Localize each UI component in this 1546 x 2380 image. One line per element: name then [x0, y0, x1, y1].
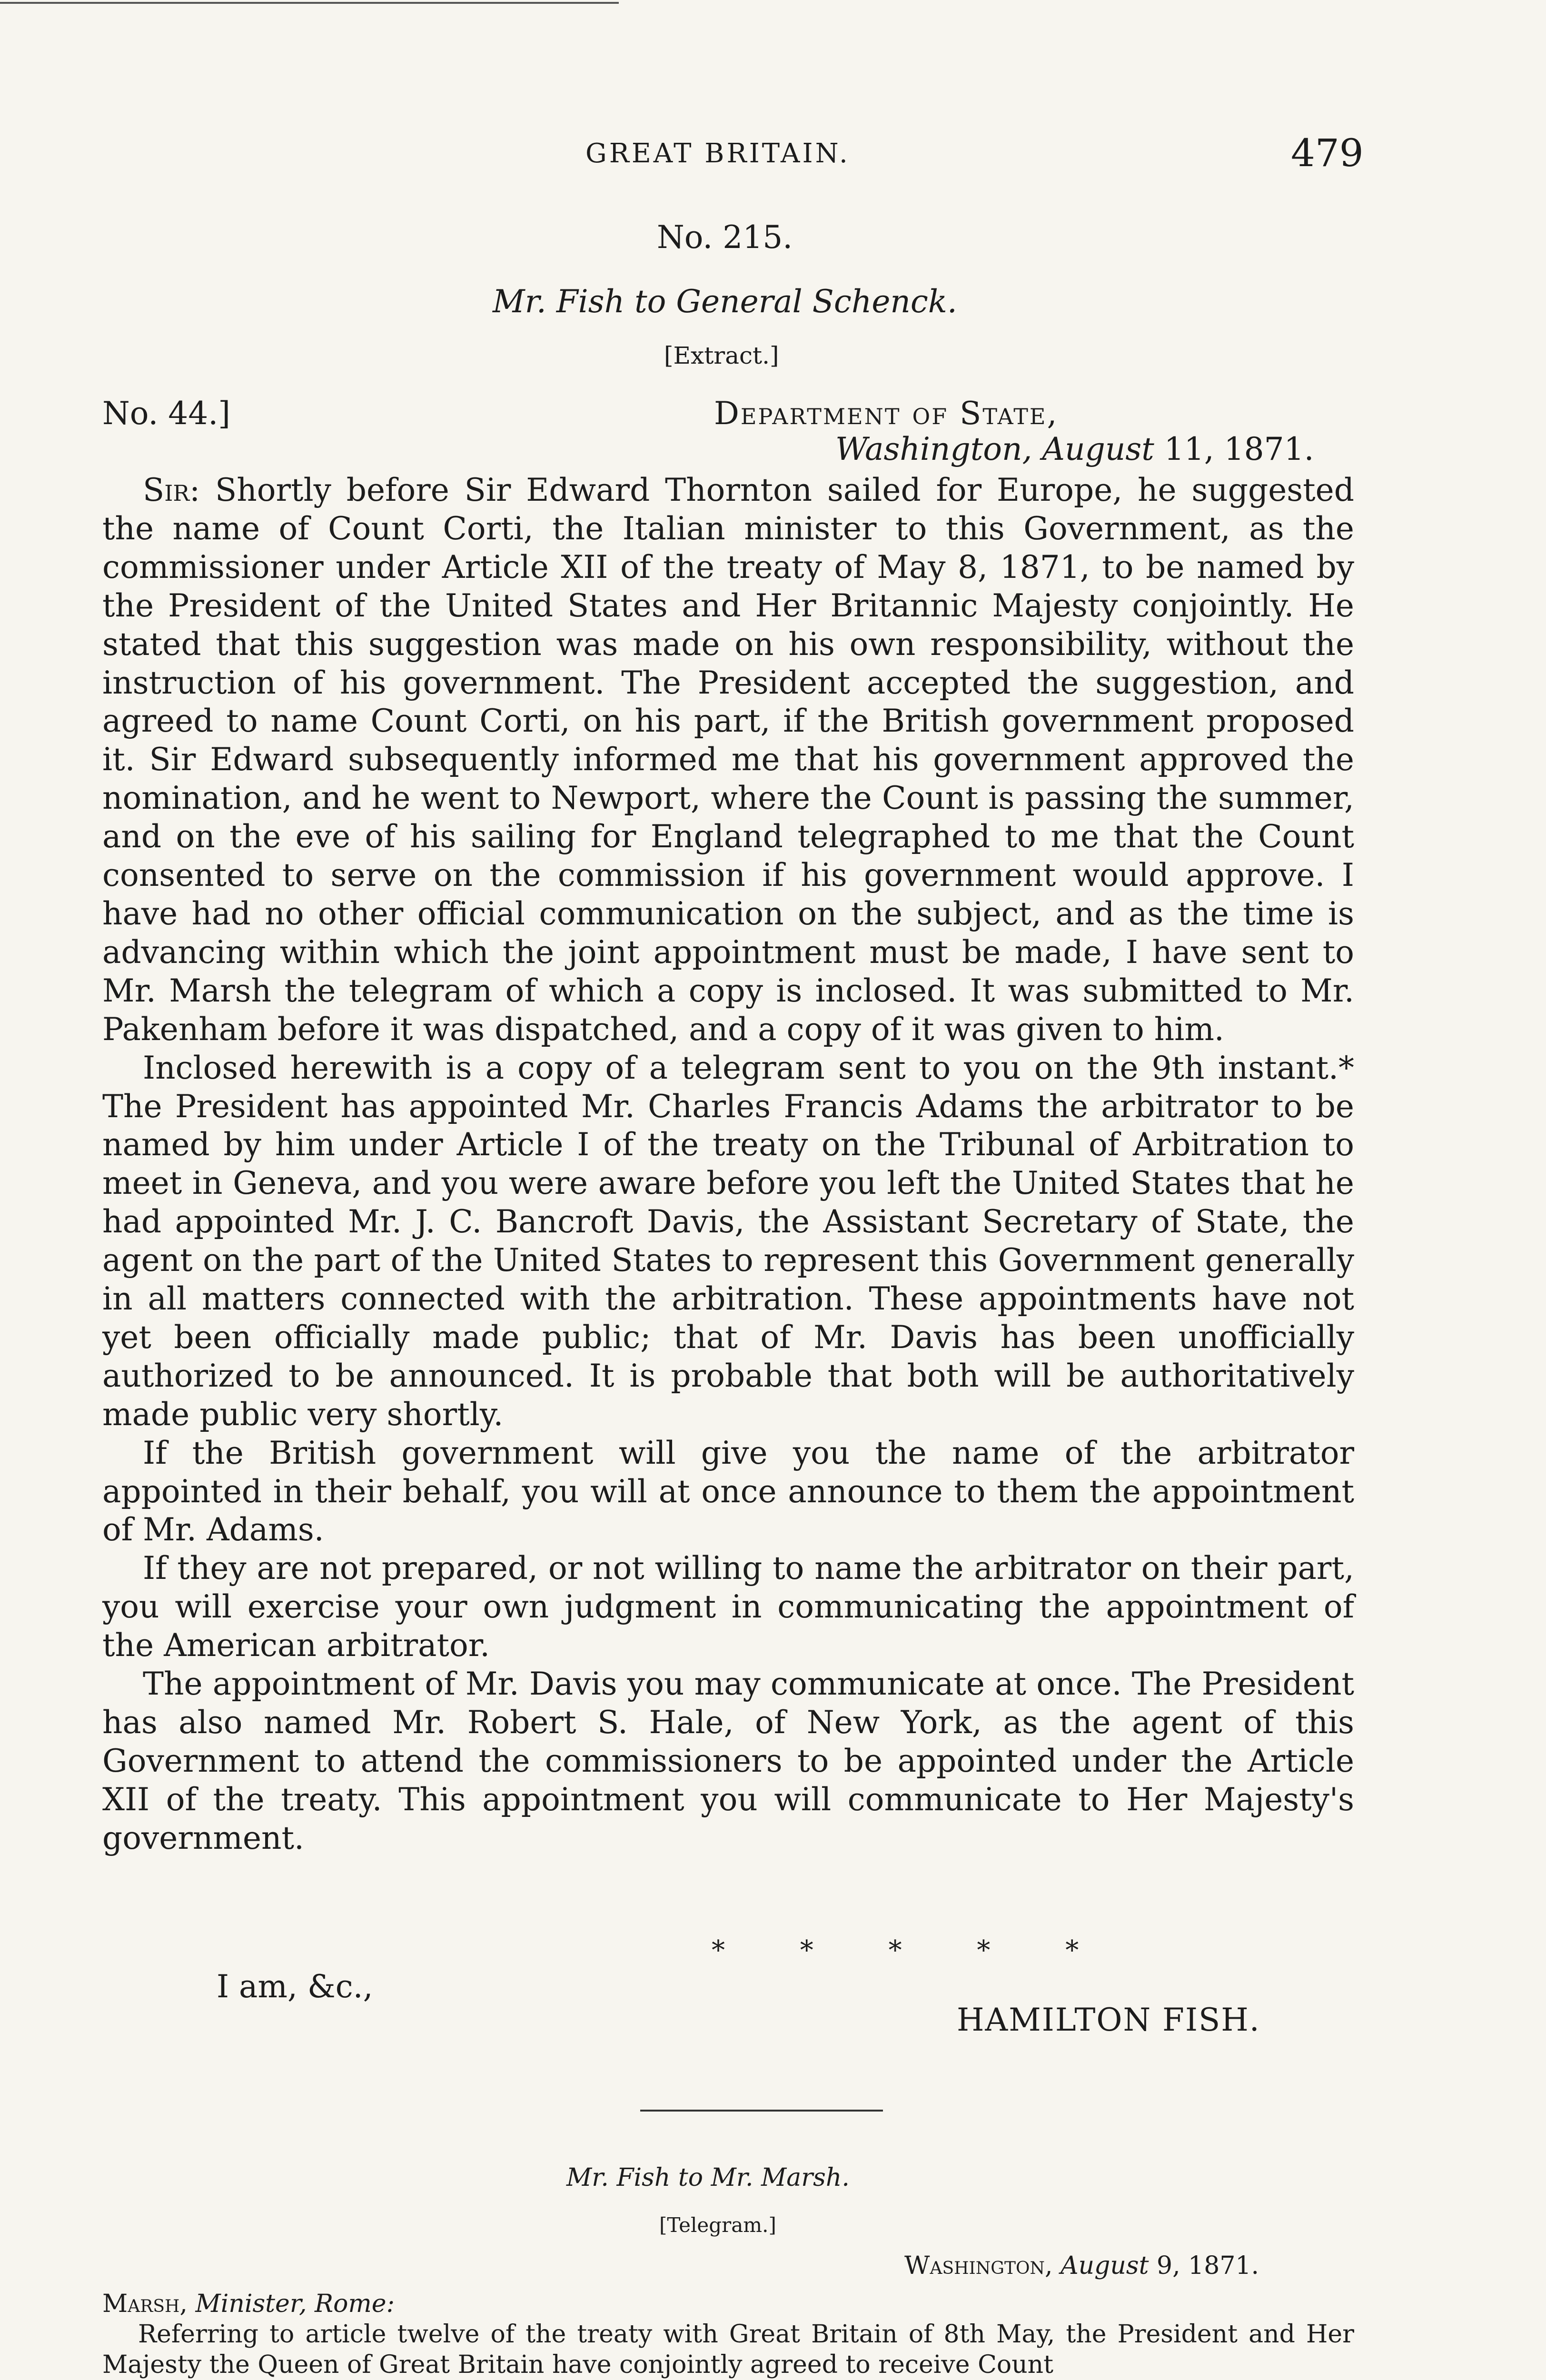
- telegram-address-title: Minister, Rome:: [195, 2290, 395, 2318]
- ellipsis-stars: * * * * *: [712, 1935, 1079, 1966]
- extract-note: [Extract.]: [664, 342, 779, 369]
- telegram-address-name: Marsh,: [102, 2290, 188, 2318]
- department-heading: Department of State,: [714, 395, 1059, 432]
- telegram-title: Mr. Fish to Mr. Marsh.: [566, 2163, 850, 2192]
- paragraph-1-text: Shortly before Sir Edward Thornton sailed for Europe, he suggested the name of Count Corti, the Italian minister to this Government, as the commissioner under Article XII of the treaty of May 8, 1871, to be named by the President of the United States and Her Britannic Majesty conjointly. He stated that this suggestion was made on his own responsibility, without the instruction of his government. The President accepted the suggestion, and agreed to name Count Corti, on his part, if the British government proposed it. Sir Edward subsequently informed me that his government approved the nomination, and he went to Newport, where the Count is passing the summer, and on the eve of his sailing for England telegraphed to me that the Count consented to serve on the commission if his government would approve. I have had no other official communication on the subject, and as the time is advancing within which the joint appointment must be made, I have sent to Mr. Marsh the telegram of which a copy is inclosed. It was submitted to Mr. Pakenham before it was dispatched, and a copy of it was given to him.: [102, 472, 1354, 1048]
- telegram-dateline-year: 9, 1871.: [1157, 2251, 1259, 2280]
- document-number: No. 215.: [657, 219, 793, 256]
- signature: HAMILTON FISH.: [957, 2002, 1260, 2038]
- closing: I am, &c.,: [217, 1968, 373, 2005]
- paragraph-5: The appointment of Mr. Davis you may communicate at once. The President has also named Mr. Robert S. Hale, of New York, as the agent of this Government to attend the commissioners to be appointed under the Article XII of the treaty. This appointment you will communicate to Her Majesty's government.: [102, 1666, 1354, 1856]
- salutation: Sir:: [143, 472, 200, 508]
- telegram-body: Referring to article twelve of the treaty with Great Britain of 8th May, the President and Her Majesty the Queen of Great Britain have conjointly agreed to receive Count: [102, 2320, 1354, 2379]
- running-head: GREAT BRITAIN.: [585, 138, 850, 169]
- letter-dateline: [835, 431, 1314, 467]
- paragraph-3: If the British government will give you the name of the arbitrator appointed in their behalf, you will at once announce to them the appointment of Mr. Adams.: [102, 1434, 1354, 1548]
- telegram-dateline-date: August: [1060, 2251, 1149, 2280]
- page-number: 479: [1291, 131, 1364, 175]
- letter-body: [102, 471, 1354, 1858]
- paragraph-1: [102, 471, 1354, 1049]
- telegram-address: [102, 2290, 395, 2318]
- paragraph-4: If they are not prepared, or not willing to name the arbitrator on their part, you will exercise your own judgment in communicating the appointment of the American arbitrator.: [102, 1550, 1354, 1664]
- top-rule: [0, 2, 619, 4]
- dateline-place-date: Washington, August: [835, 431, 1154, 467]
- paragraph-2: Inclosed herewith is a copy of a telegram sent to you on the 9th instant.* The President has appointed Mr. Charles Francis Adams the arbitrator to be named by him under Article I of the treaty on the Tribunal of Arbitration to meet in Geneva, and you were aware before you left the United States that he had appointed Mr. J. C. Bancroft Davis, the Assistant Secretary of State, the agent on the part of the United States to represent this Government generally in all matters connected with the arbitration. These appointments have not yet been officially made public; that of Mr. Davis has been unofficially authorized to be announced. It is probable that both will be authoritatively made public very shortly.: [102, 1049, 1354, 1433]
- telegram-note: [Telegram.]: [659, 2213, 776, 2237]
- telegram-dateline: [904, 2251, 1259, 2280]
- section-divider: [640, 2110, 883, 2112]
- dateline-year: 11, 1871.: [1164, 431, 1314, 467]
- dispatch-number: No. 44.]: [102, 395, 230, 432]
- telegram-dateline-place: Washington,: [904, 2251, 1053, 2280]
- letter-title: Mr. Fish to General Schenck.: [493, 283, 957, 320]
